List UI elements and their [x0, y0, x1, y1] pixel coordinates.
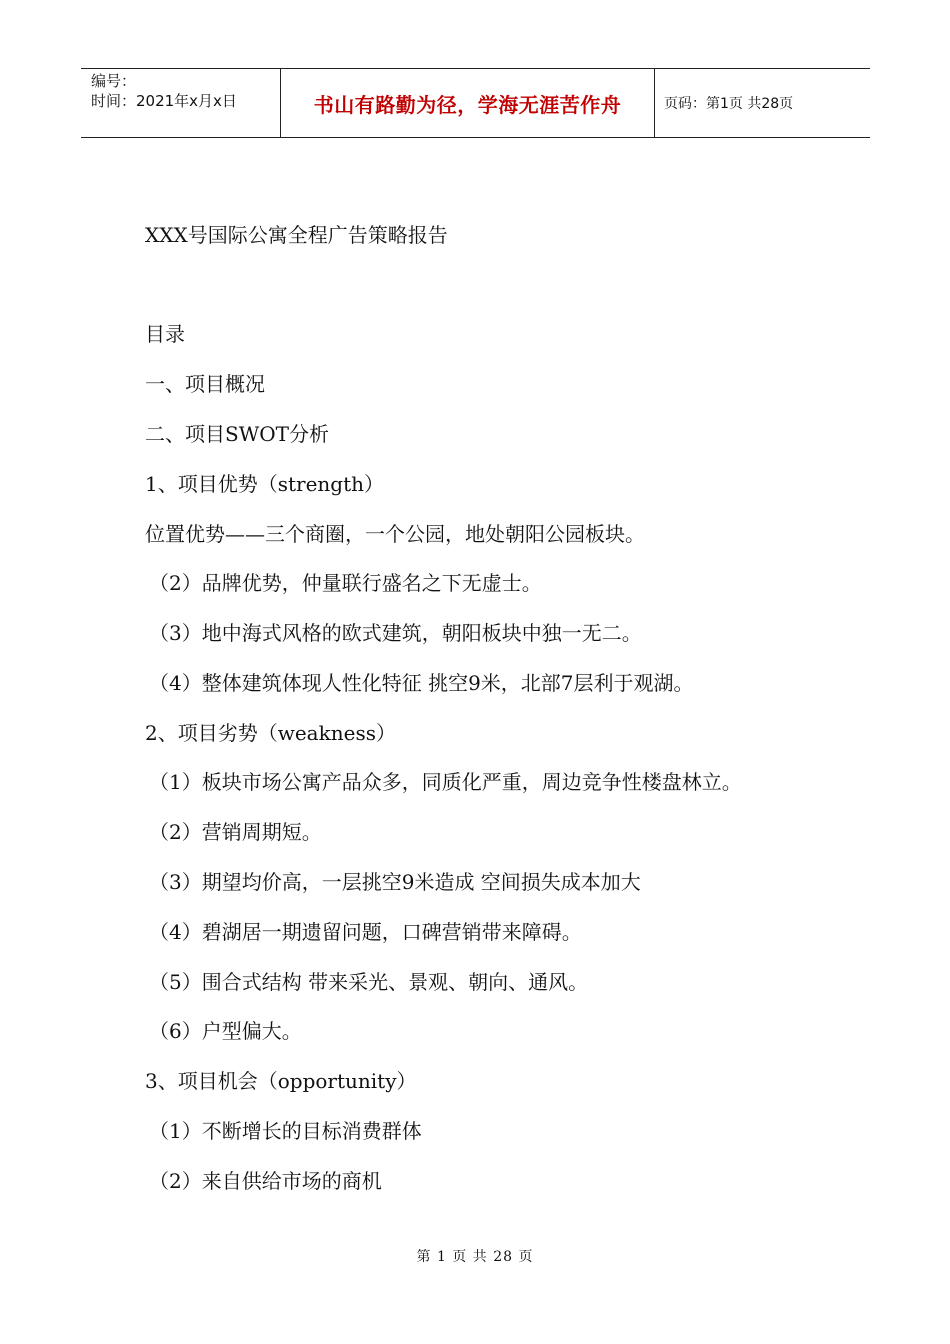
header-page-info: 页码：第1页 共28页 — [664, 96, 794, 112]
header-motto: 书山有路勤为径，学海无涯苦作舟 — [313, 92, 622, 117]
subsection-heading: 3、项目机会（opportunity） — [145, 1069, 417, 1093]
header-number-label: 编号： — [91, 72, 137, 90]
list-item: （2）营销周期短。 — [149, 820, 322, 844]
subsection-heading: 2、项目劣势（weakness） — [145, 721, 396, 745]
header-meta — [81, 69, 281, 137]
list-item: （1）不断增长的目标消费群体 — [149, 1119, 422, 1143]
list-item: （2）品牌优势，仲量联行盛名之下无虚士。 — [149, 571, 542, 595]
section-heading: 一、项目概况 — [145, 372, 265, 396]
section-heading: 二、项目SWOT分析 — [145, 422, 329, 446]
toc-heading: 目录 — [145, 322, 185, 346]
page-header — [81, 68, 870, 138]
list-item: （4）碧湖居一期遗留问题，口碑营销带来障碍。 — [149, 920, 582, 944]
subsection-heading: 1、项目优势（strength） — [145, 472, 385, 496]
page-footer: 第 1 页 共 28 页 — [416, 1249, 534, 1265]
document-title: XXX号国际公寓全程广告策略报告 — [145, 223, 448, 247]
header-page-info-cell — [655, 69, 870, 137]
header-motto-cell — [281, 69, 655, 137]
list-item: （2）来自供给市场的商机 — [149, 1169, 382, 1193]
header-time-label: 时间：2021年x月x日 — [91, 92, 237, 110]
list-item: （3）期望均价高，一层挑空9米造成 空间损失成本加大 — [149, 870, 641, 894]
list-item: （5）围合式结构 带来采光、景观、朝向、通风。 — [149, 970, 589, 994]
list-item: （3）地中海式风格的欧式建筑，朝阳板块中独一无二。 — [149, 621, 642, 645]
body-line: 位置优势——三个商圈，一个公园，地处朝阳公园板块。 — [145, 522, 645, 546]
list-item: （6）户型偏大。 — [149, 1019, 302, 1043]
list-item: （4）整体建筑体现人性化特征 挑空9米，北部7层利于观湖。 — [149, 671, 694, 695]
list-item: （1）板块市场公寓产品众多，同质化严重，周边竞争性楼盘林立。 — [149, 770, 742, 794]
